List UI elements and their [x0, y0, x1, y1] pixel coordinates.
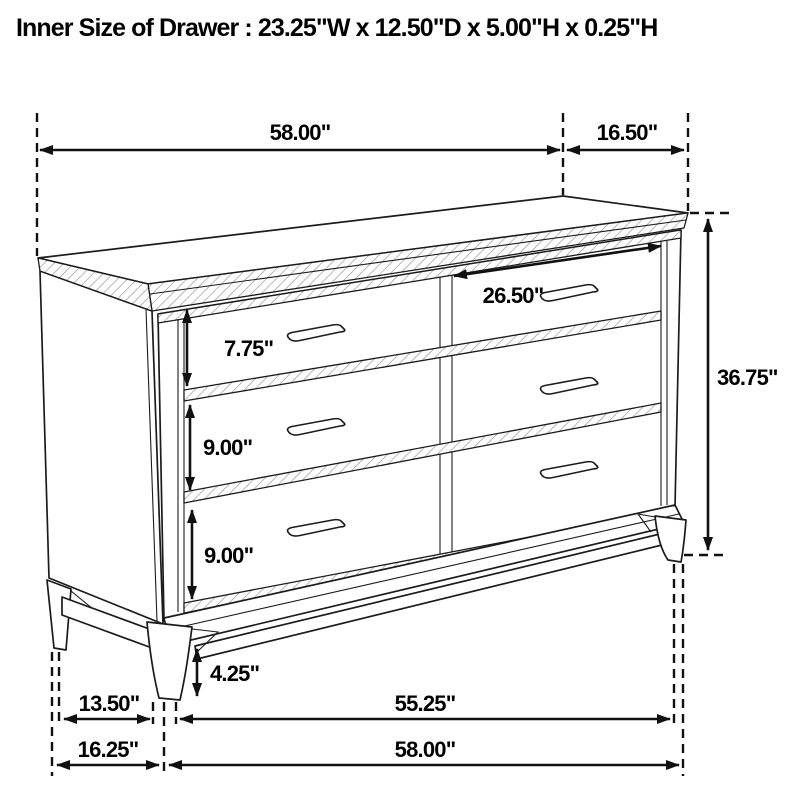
dim-foot-inner-depth [64, 691, 150, 719]
dim-label-overall-height: 36.75" [717, 365, 778, 390]
dim-overall-width [169, 737, 679, 765]
dim-label-top-depth: 16.50" [596, 120, 658, 145]
page-title: Inner Size of Drawer : 23.25"W x 12.50"D x 5.00"H x 0.25"H [16, 14, 658, 42]
dim-label-foot-outer-depth: 16.25" [77, 737, 139, 762]
dim-label-leg-height: 4.25" [210, 661, 260, 686]
dim-label-foot-inner-depth: 13.50" [78, 691, 140, 716]
dim-label-bottom-drawer-height: 9.00" [204, 543, 254, 568]
dim-label-top-drawer-height: 7.75" [224, 336, 274, 361]
dim-label-middle-drawer-height: 9.00" [203, 435, 253, 460]
left-side-panel [40, 271, 163, 624]
dim-overall-height [708, 219, 778, 550]
front-right-leg [655, 516, 686, 562]
dim-top-width [40, 120, 560, 150]
dim-label-top-width: 58.00" [269, 120, 331, 145]
front-left-leg [147, 622, 192, 700]
dim-label-drawer-width: 26.50" [482, 283, 544, 308]
dresser-body [38, 196, 688, 700]
dim-foot-outer-depth [57, 737, 159, 765]
dim-label-front-leg-span: 55.25" [394, 691, 456, 716]
dim-top-depth [567, 120, 684, 150]
dim-front-leg-span [180, 691, 670, 719]
dim-label-overall-width: 58.00" [394, 737, 456, 762]
